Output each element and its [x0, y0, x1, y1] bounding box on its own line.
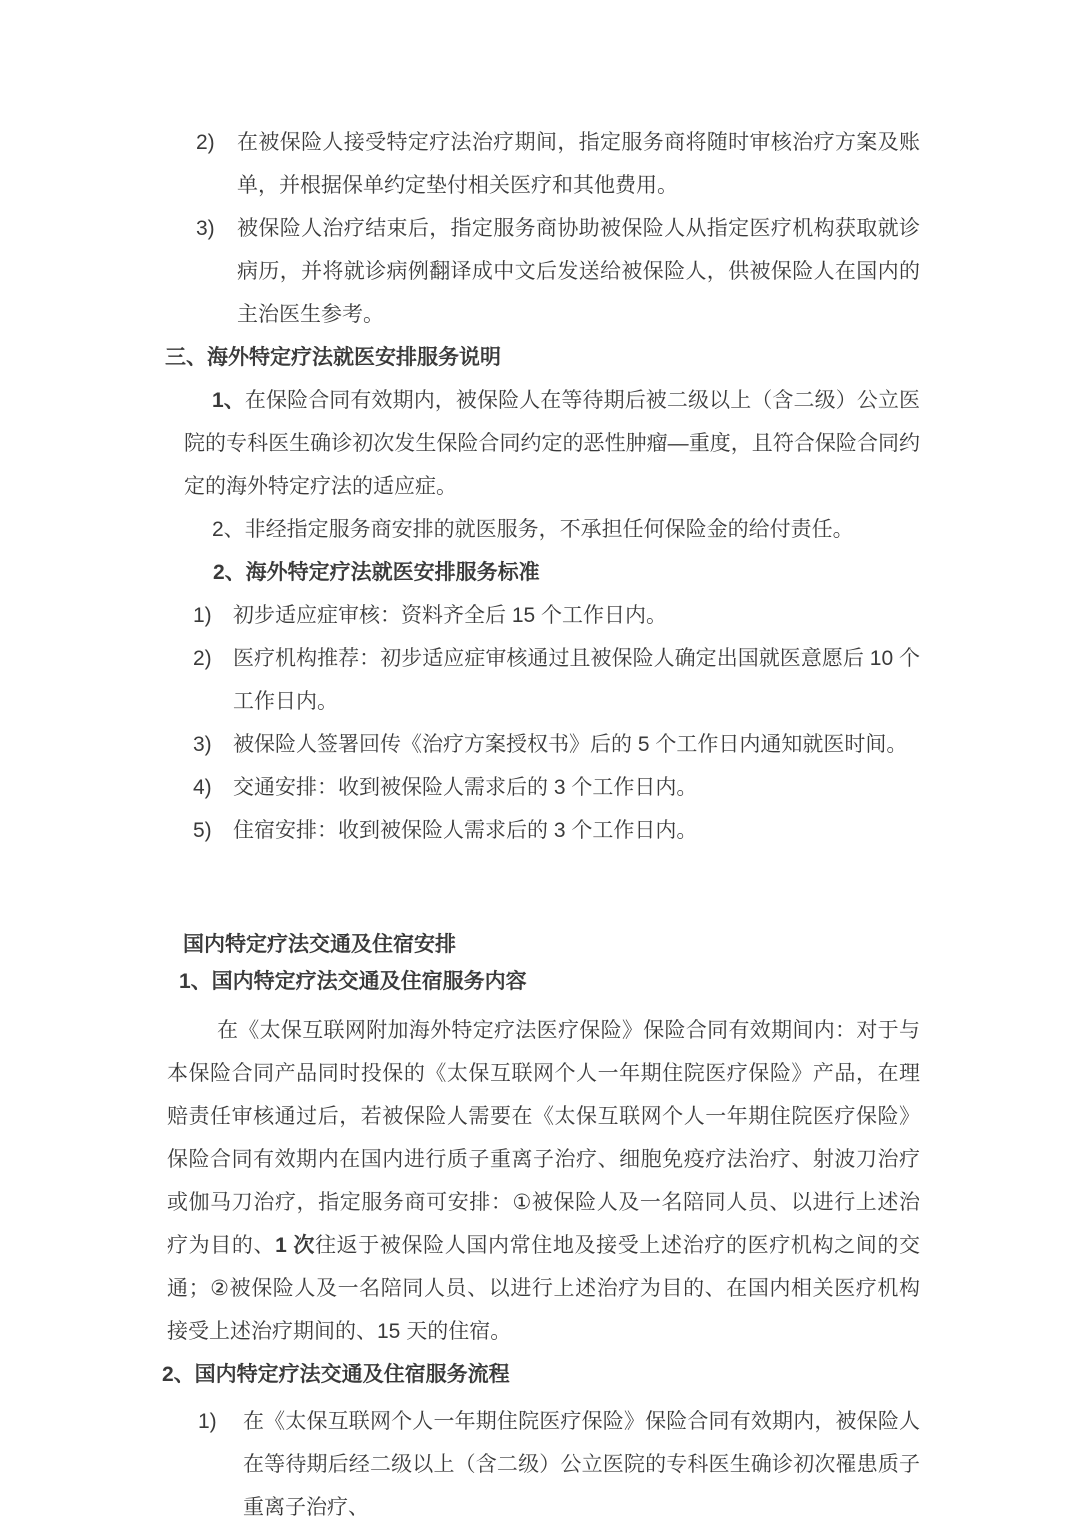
section-heading: 2、国内特定疗法交通及住宿服务流程: [162, 1363, 510, 1386]
text-segment: 1 次: [275, 1234, 315, 1257]
list-item: [165, 121, 920, 207]
section-heading: 1、国内特定疗法交通及住宿服务内容: [179, 970, 527, 993]
paragraph: [184, 508, 920, 551]
list-text: 被保险人签署回传《治疗方案授权书》后的 5 个工作日内通知就医时间。: [233, 733, 908, 756]
text-segment: 往返于被保险人国内常住地及接受上述治疗的医疗机构之间的交通；②被保险人及一名陪同人员、以进行上述治疗为目的、在国内相关医疗机构接受上述治疗期间的、15 天的住宿。: [167, 1234, 921, 1343]
list-item: [165, 637, 920, 723]
list-marker: 1): [193, 604, 212, 627]
list-item: [165, 723, 920, 766]
paragraph: [184, 379, 920, 508]
list-marker: 2): [196, 131, 215, 154]
list-item: [165, 594, 920, 637]
list-item: [165, 1400, 920, 1527]
text-segment: 1、: [212, 389, 245, 412]
list-text: 交通安排：收到被保险人需求后的 3 个工作日内。: [233, 776, 698, 799]
list-marker: 2): [193, 647, 212, 670]
list-marker: 3): [193, 733, 212, 756]
list-text: 住宿安排：收到被保险人需求后的 3 个工作日内。: [233, 819, 698, 842]
section-heading: 国内特定疗法交通及住宿安排: [183, 933, 456, 956]
list-text: 被保险人治疗结束后，指定服务商协助被保险人从指定医疗机构获取就诊病历，并将就诊病例翻译成中文后发送给被保险人，供被保险人在国内的主治医生参考。: [237, 217, 920, 326]
list-item: [165, 207, 920, 336]
list-text: 在被保险人接受特定疗法治疗期间，指定服务商将随时审核治疗方案及账单，并根据保单约定垫付相关医疗和其他费用。: [237, 131, 920, 197]
list-item: [165, 809, 920, 852]
list-marker: 4): [193, 776, 212, 799]
section-gap: [165, 852, 920, 923]
list-text: 初步适应症审核：资料齐全后 15 个工作日内。: [233, 604, 668, 627]
list-text: 在《太保互联网个人一年期住院医疗保险》保险合同有效期内，被保险人在等待期后经二级以上（含二级）公立医院的专科医生确诊初次罹患质子重离子治疗、: [243, 1410, 920, 1519]
list-text: 医疗机构推荐：初步适应症审核通过且被保险人确定出国就医意愿后 10 个工作日内。: [233, 647, 920, 713]
section-heading: 2、海外特定疗法就医安排服务标准: [213, 561, 540, 584]
list-marker: 3): [196, 217, 215, 240]
list-marker: 1): [198, 1410, 217, 1433]
paragraph: [167, 1009, 920, 1353]
text-segment: 在《太保互联网附加海外特定疗法医疗保险》保险合同有效期间内：对于与本保险合同产品同时投保的《太保互联网个人一年期住院医疗保险》产品，在理赔责任审核通过后，若被保险人需要在《太保互联网个人一年期住院医疗保险》保险合同有效期内在国内进行质子重离子治疗、细胞免疫疗法治疗、射波刀治疗或伽马刀治疗，指定服务商可安排：①被保险人及一名陪同人员、以进行上述治疗为目的、: [167, 1019, 920, 1257]
section-heading: 三、海外特定疗法就医安排服务说明: [165, 346, 501, 369]
text-segment: 2、非经指定服务商安排的就医服务，不承担任何保险金的给付责任。: [212, 518, 854, 541]
list-item: [165, 766, 920, 809]
text-segment: 在保险合同有效期内，被保险人在等待期后被二级以上（含二级）公立医院的专科医生确诊初次发生保险合同约定的恶性肿瘤—重度，且符合保险合同约定的海外特定疗法的适应症。: [184, 389, 920, 498]
list-marker: 5): [193, 819, 212, 842]
document-content: [162, 121, 921, 1527]
